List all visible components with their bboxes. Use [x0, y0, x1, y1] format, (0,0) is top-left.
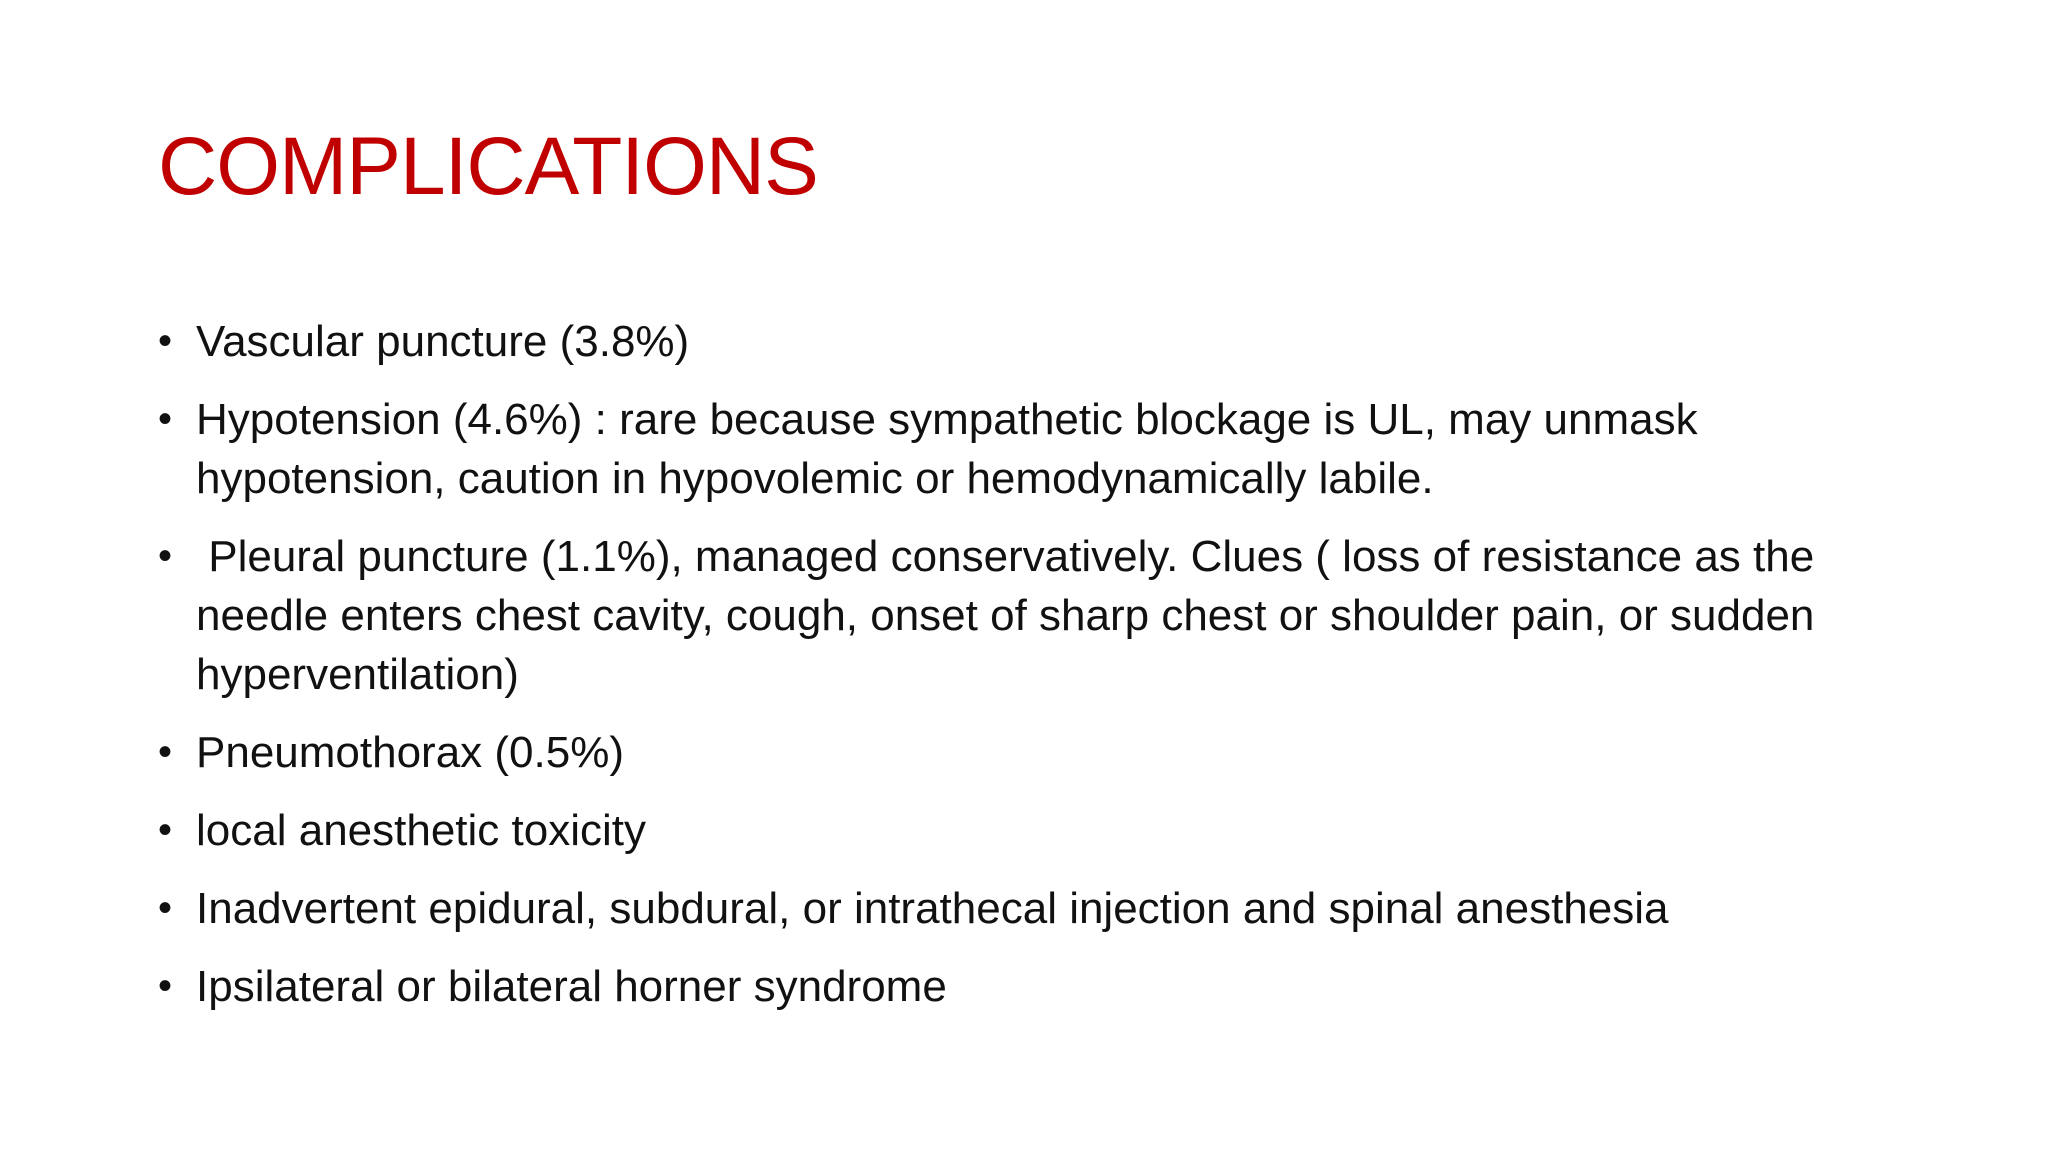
bullet-item-horner-syndrome: [158, 957, 1948, 1016]
bullet-icon: •: [158, 886, 173, 930]
bullet-item-hypotension: [158, 390, 1948, 508]
bullet-text: Inadvertent epidural, subdural, or intrathecal injection and spinal anesthesia: [196, 884, 1669, 933]
bullet-text: Ipsilateral or bilateral horner syndrome: [196, 962, 947, 1011]
bullet-icon: •: [158, 964, 173, 1008]
bullet-icon: •: [158, 808, 173, 852]
bullet-icon: •: [158, 397, 173, 441]
bullet-icon: •: [158, 534, 173, 578]
bullet-icon: •: [158, 730, 173, 774]
bullet-text: local anesthetic toxicity: [196, 806, 646, 855]
bullet-item-pneumothorax: [158, 723, 1948, 782]
bullet-list: [158, 312, 1948, 1035]
bullet-icon: •: [158, 319, 173, 363]
bullet-text: Pleural puncture (1.1%), managed conservatively. Clues ( loss of resistance as the needle enters chest cavity, cough, onset of sharp chest or shoulder pain, or sudden hyperventilation): [196, 532, 1827, 699]
bullet-text: Hypotension (4.6%) : rare because sympathetic blockage is UL, may unmask hypotension, caution in hypovolemic or hemodynamically labile.: [196, 395, 1698, 503]
slide-title: COMPLICATIONS: [158, 121, 818, 212]
bullet-text: Pneumothorax (0.5%): [196, 728, 624, 777]
bullet-item-pleural-puncture: [158, 527, 1948, 704]
bullet-item-inadvertent-injection: [158, 879, 1948, 938]
bullet-item-vascular-puncture: [158, 312, 1948, 371]
bullet-item-local-anesthetic-toxicity: [158, 801, 1948, 860]
bullet-text: Vascular puncture (3.8%): [196, 317, 690, 366]
